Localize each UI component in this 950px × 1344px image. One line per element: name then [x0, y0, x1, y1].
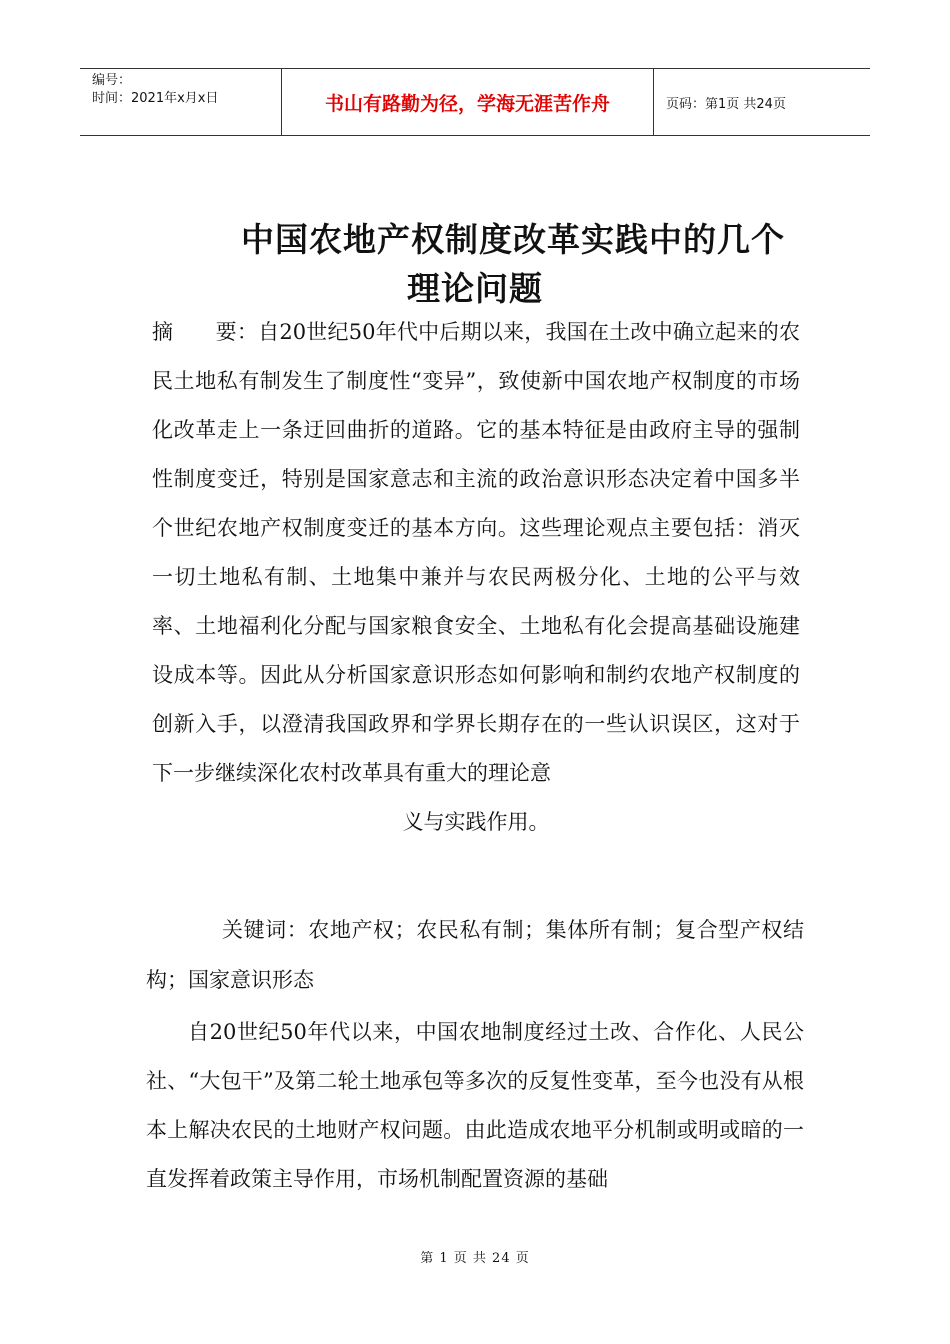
header-motto: 书山有路勤为径，学海无涯苦作舟	[282, 69, 654, 135]
abstract-paragraph	[152, 308, 800, 847]
abstract-text: 摘 要：自20世纪50年代中后期以来，我国在土改中确立起来的农民土地私有制发生了制度性“变异”，致使新中国农地产权制度的市场化改革走上一条迂回曲折的道路。它的基本特征是由政府主导的强制性制度变迁，特别是国家意志和主流的政治意识形态决定着中国多半个世纪农地产权制度变迁的基本方向。这些理论观点主要包括：消灭一切土地私有制、土地集中兼并与农民两极分化、土地的公平与效率、土地福利化分配与国家粮食安全、土地私有化会提高基础设施建设成本等。因此从分析国家意识形态如何影响和制约农地产权制度的创新入手，以澄清我国政界和学界长期存在的一些认识误区，这对于下一步继续深化农村改革具有重大的理论意	[152, 320, 800, 785]
body-paragraph: 自20世纪50年代以来，中国农地制度经过土改、合作化、人民公社、“大包干”及第二轮土地承包等多次的反复性变革，至今也没有从根本上解决农民的土地财产权问题。由此造成农地平分机制或明或暗的一直发挥着政策主导作用，市场机制配置资源的基础	[146, 1020, 804, 1191]
header-meta	[80, 69, 282, 135]
document-number-label: 编号：	[92, 73, 132, 88]
document-time-label: 时间：2021年x月x日	[92, 91, 219, 106]
document-title-line-1: 中国农地产权制度改革实践中的几个	[241, 220, 785, 259]
abstract-last-line: 义与实践作用。	[402, 810, 550, 834]
document-title-line-2: 理论问题	[407, 269, 543, 308]
page-footer: 第 1 页 共 24 页	[420, 1251, 530, 1266]
page-header	[80, 68, 870, 136]
header-page-info: 页码：第1页 共24页	[666, 96, 786, 112]
keywords-paragraph: 关键词：农地产权；农民私有制；集体所有制；复合型产权结构；国家意识形态	[146, 918, 804, 992]
